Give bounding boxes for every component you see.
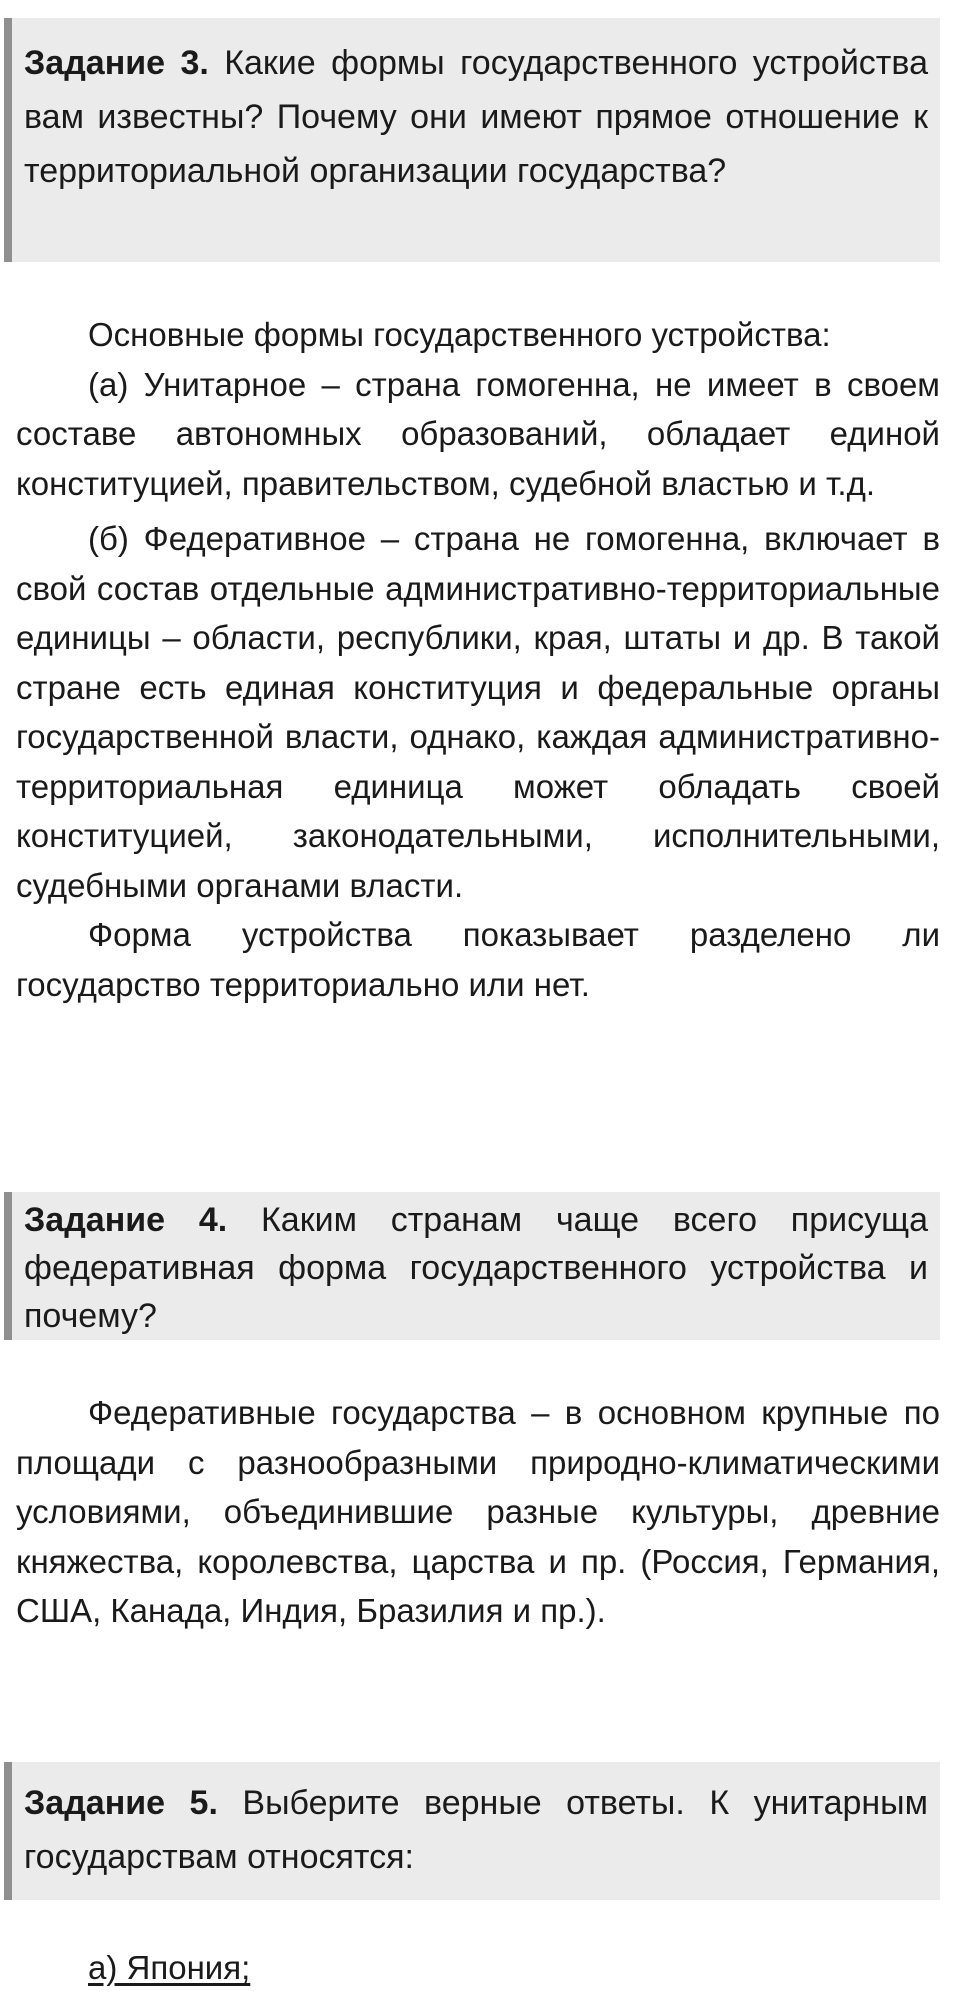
answer-4-text: Федеративные государства – в основном крупные по площади с разнообразными природно-климатическими условиями, объединившие разные культуры, древние княжества, королевства, царства и пр. (Россия, Германия, США, Канада, Индия, Бразилия и пр.). bbox=[16, 1394, 940, 1629]
task-4-answer bbox=[16, 1388, 940, 1636]
task-4-box bbox=[4, 1192, 940, 1340]
answer-3-summary: Форма устройства показывает разделено ли государство территориально или нет. bbox=[16, 916, 940, 1003]
answer-3-intro: Основные формы государственного устройства: bbox=[88, 316, 831, 353]
answer-3-unitary: (а) Унитарное – страна гомогенна, не имеет в своем составе автономных образований, обладает единой конституцией, правительством, судебной властью и т.д. bbox=[16, 365, 940, 502]
task-3-box bbox=[4, 18, 940, 262]
task-3-question: Какие формы государственного устройства вам известны? Почему они имеют прямое отношение к территориальной организации государства? bbox=[24, 44, 928, 190]
task-5-title: Задание 5. bbox=[24, 1784, 218, 1822]
task-3-answer bbox=[16, 310, 940, 1009]
task-5-question: Выберите верные ответы. К унитарным государствам относятся: bbox=[24, 1784, 928, 1876]
task-4-question: Каким странам чаще всего присуща федеративная форма государственного устройства и почему? bbox=[24, 1201, 928, 1335]
answer-option-a: а) Япония; bbox=[88, 1949, 251, 1986]
task-4-title: Задание 4. bbox=[24, 1201, 228, 1239]
answer-3-federal: (б) Федеративное – страна не гомогенна, включает в свой состав отдельные административно-территориальные единицы – области, республики, края, штаты и др. В такой стране есть единая конституция и федеральные органы государственной власти, однако, каждая административно-территориальная единица может обладать своей конституцией, законодательными, исполнительными, судебными органами власти. bbox=[16, 520, 940, 904]
task-3-title: Задание 3. bbox=[24, 44, 209, 82]
task-5-box bbox=[4, 1762, 940, 1900]
